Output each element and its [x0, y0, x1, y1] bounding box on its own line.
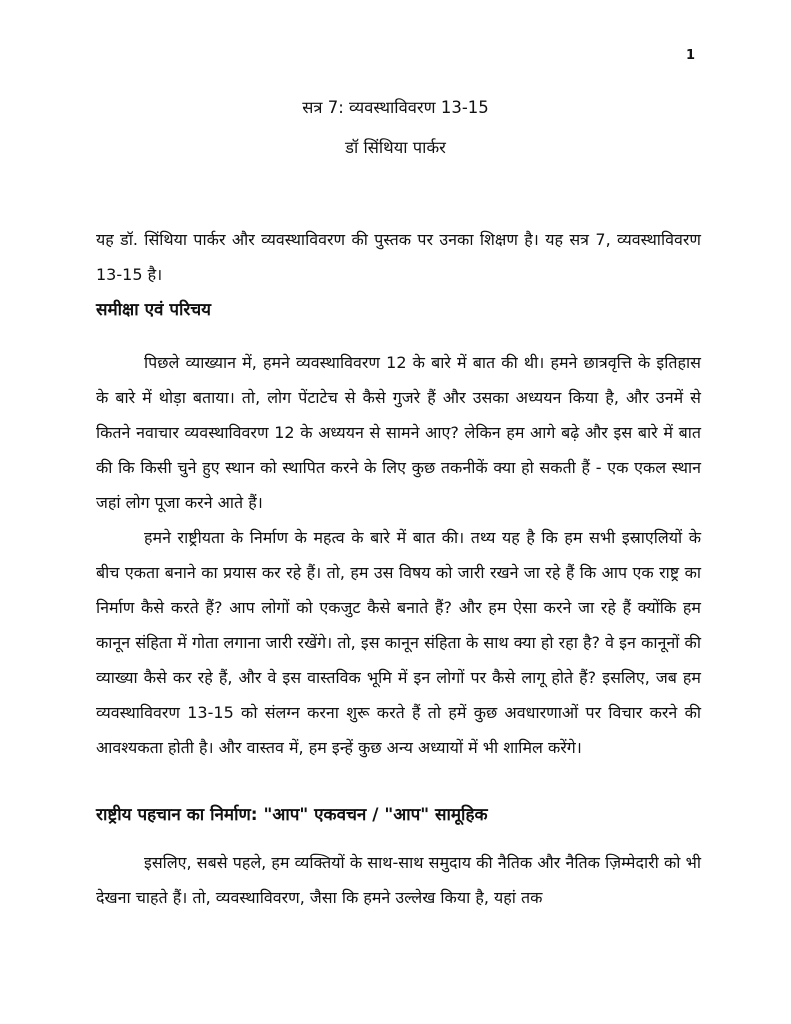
section-heading-review: समीक्षा एवं परिचय	[96, 300, 212, 320]
national-identity-paragraph-1: इसलिए, सबसे पहले, हम व्यक्तियों के साथ-साथ समुदाय की नैतिक और नैतिक ज़िम्मेदारी को भी देखना चाहते हैं। तो, व्यवस्थाविवरण, जैसा कि हमने उल्लेख किया है, यहां तक	[96, 853, 701, 907]
intro-paragraph: यह डॉ. सिंथिया पार्कर और व्यवस्थाविवरण की पुस्तक पर उनका शिक्षण है। यह सत्र 7, व्यवस्थाविवरण 13-15 है।	[96, 230, 701, 284]
page-number: 1	[686, 48, 696, 63]
document-author: डॉ सिंथिया पार्कर	[345, 138, 446, 157]
review-paragraph-1: पिछले व्याख्यान में, हमने व्यवस्थाविवरण 12 के बारे में बात की थी। हमने छात्रवृत्ति के इतिहास के बारे में थोड़ा बताया। तो, लोग पेंटाटेच से कैसे गुजरे हैं और उसका अध्ययन किया है, और उनमें से कितने नवाचार व्यवस्थाविवरण 12 के अध्ययन से सामने आए? लेकिन हम आगे बढ़े और इस बारे में बात की कि किसी चुने हुए स्थान को स्थापित करने के लिए कुछ तकनीकें क्या हो सकती हैं - एक एकल स्थान जहां लोग पूजा करने आते हैं।	[96, 353, 701, 512]
section-heading-national-identity: राष्ट्रीय पहचान का निर्माण: "आप" एकवचन / "आप" सामूहिक	[96, 805, 488, 825]
review-paragraph-2: हमने राष्ट्रीयता के निर्माण के महत्व के बारे में बात की। तथ्य यह है कि हम सभी इस्राएलियों के बीच एकता बनाने का प्रयास कर रहे हैं। तो, हम उस विषय को जारी रखने जा रहे हैं कि आप एक राष्ट्र का निर्माण कैसे करते हैं? आप लोगों को एकजुट कैसे बनाते हैं? और हम ऐसा करने जा रहे हैं क्योंकि हम कानून संहिता में गोता लगाना जारी रखेंगे। तो, इस कानून संहिता के साथ क्या हो रहा है? वे इन कानूनों की व्याख्या कैसे कर रहे हैं, और वे इस वास्तविक भूमि में इन लोगों पर कैसे लागू होते हैं? इसलिए, जब हम व्यवस्थाविवरण 13-15 को संलग्न करना शुरू करते हैं तो हमें कुछ अवधारणाओं पर विचार करने की आवश्यकता होती है। और वास्तव में, हम इन्हें कुछ अन्य अध्यायों में भी शामिल करेंगे।	[96, 528, 701, 757]
document-title: सत्र 7: व्यवस्थाविवरण 13-15	[302, 98, 489, 117]
